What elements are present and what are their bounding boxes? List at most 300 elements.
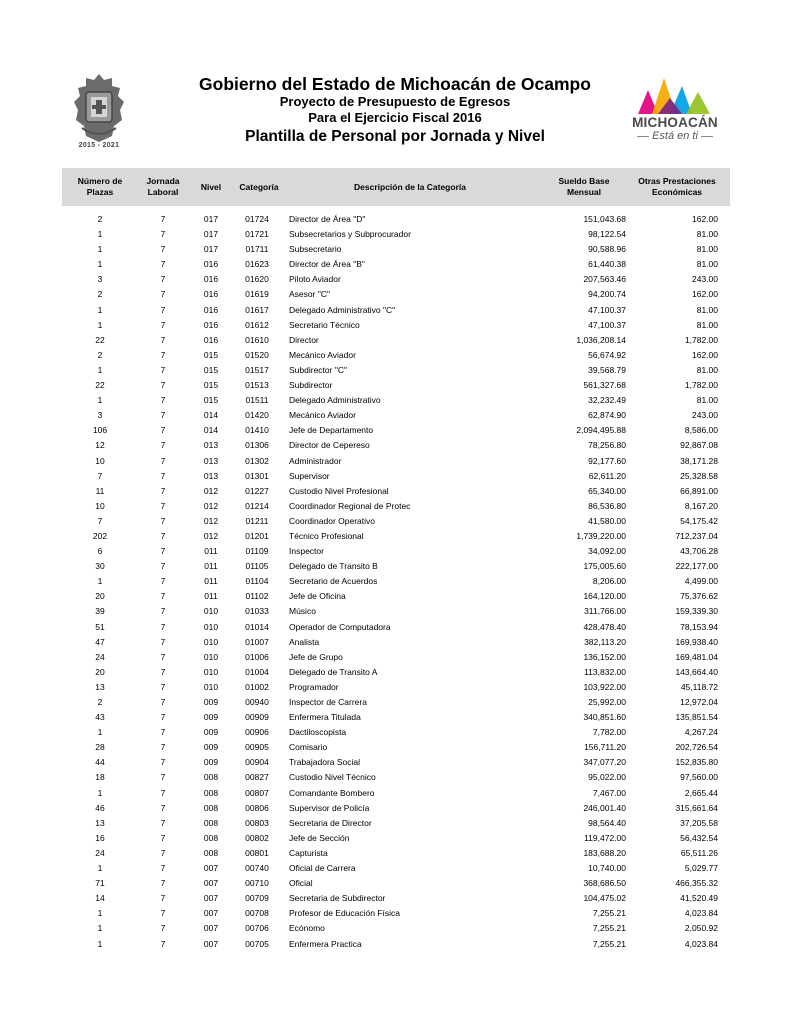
cell-otras: 162.00 [692,214,718,224]
header-nivel: Nivel [200,181,222,192]
table-row [0,318,791,333]
table-row [0,725,791,740]
cell-sueldo: 136,152.00 [583,651,626,662]
cell-jornada: 7 [160,561,166,572]
cell-jornada: 7 [160,349,166,360]
cell-jornada: 7 [160,742,166,753]
header-descripcion: Descripción de la Categoría [354,181,466,192]
cell-sueldo: 113,832.00 [584,666,626,677]
cell-categoria: 00803 [245,817,269,828]
cell-sueldo: 561,327.68 [583,380,626,391]
table-row [0,333,791,348]
table-row [0,408,791,423]
cell-descripcion: Subsecretarios y Subprocurador [289,229,411,240]
cell-descripcion: Oficial [289,878,313,889]
cell-categoria: 01724 [245,214,269,224]
cell-jornada: 7 [160,938,166,949]
cell-nivel: 008 [203,817,219,828]
cell-otras: 12,972.04 [680,697,718,707]
cell-otras: 81.00 [696,229,718,240]
cell-categoria: 00740 [245,863,269,874]
cell-plazas: 24 [95,847,105,858]
cell-descripcion: Custodio Nivel Profesional [289,485,389,496]
cell-descripcion: Delegado de Transito A [289,666,378,677]
cell-plazas: 1 [97,364,103,375]
table-row [0,574,791,589]
cell-plazas: 46 [95,802,105,813]
cell-categoria: 01619 [245,289,269,300]
cell-otras: 243.00 [692,410,718,421]
cell-categoria: 00802 [245,832,269,843]
table-row [0,740,791,755]
cell-jornada: 7 [160,697,166,707]
cell-descripcion: Jefe de Departamento [289,425,374,436]
cell-jornada: 7 [160,470,166,481]
table-row [0,242,791,257]
cell-sueldo: 65,340.00 [588,485,626,496]
cell-nivel: 008 [203,832,219,843]
cell-otras: 81.00 [696,304,718,315]
table-row [0,650,791,665]
cell-otras: 81.00 [696,244,718,255]
cell-nivel: 012 [203,500,219,511]
cell-nivel: 013 [203,440,219,451]
table-row [0,680,791,695]
table-row [0,212,791,227]
table-row [0,786,791,801]
cell-plazas: 6 [97,546,103,557]
cell-sueldo: 98,122.54 [588,229,626,240]
table-row [0,831,791,846]
cell-nivel: 008 [203,847,219,858]
cell-categoria: 01410 [245,425,269,436]
cell-plazas: 11 [95,485,105,496]
document-title-block [160,74,630,147]
table-row [0,529,791,544]
cell-otras: 75,376.62 [680,591,718,602]
cell-sueldo: 311,766.00 [584,606,626,617]
table-row [0,665,791,680]
cell-nivel: 010 [203,666,219,677]
cell-nivel: 011 [204,546,218,557]
cell-descripcion: Dactiloscopista [289,727,347,738]
cell-jornada: 7 [160,380,166,391]
cell-jornada: 7 [160,651,166,662]
cell-categoria: 00904 [245,757,269,768]
cell-descripcion: Ecónomo [289,923,325,934]
cell-descripcion: Coordinador Operativo [289,515,375,526]
cell-nivel: 015 [203,380,219,391]
cell-descripcion: Custodio Nivel Técnico [289,772,376,783]
table-row [0,287,791,302]
cell-categoria: 01721 [245,229,269,240]
cell-nivel: 007 [203,893,219,904]
cell-plazas: 30 [95,561,105,572]
cell-jornada: 7 [160,908,166,919]
table-row [0,710,791,725]
cell-descripcion: Enfermera Titulada [289,712,361,723]
table-row [0,635,791,650]
cell-jornada: 7 [160,530,166,541]
table-row [0,423,791,438]
cell-categoria: 00708 [245,908,269,919]
cell-categoria: 01420 [245,410,269,421]
cell-otras: 4,267.24 [684,727,718,738]
table-row [0,695,791,710]
cell-categoria: 01105 [245,561,269,572]
cell-jornada: 7 [160,334,166,345]
table-row [0,770,791,785]
cell-categoria: 00806 [245,802,269,813]
cell-descripcion: Coordinador Regional de Protec [289,500,411,511]
cell-sueldo: 207,563.46 [583,274,626,285]
cell-nivel: 015 [203,395,219,406]
cell-sueldo: 382,113.20 [584,636,626,647]
cell-jornada: 7 [160,591,166,602]
cell-descripcion: Director de Cepereso [289,440,370,451]
cell-categoria: 00909 [245,712,269,723]
cell-otras: 65,511.26 [680,847,718,858]
cell-sueldo: 347,077.20 [583,757,626,768]
cell-categoria: 00906 [245,727,269,738]
cell-categoria: 00940 [245,697,269,707]
cell-categoria: 01004 [245,666,269,677]
cell-descripcion: Director [289,334,319,345]
cell-categoria: 01211 [245,515,269,526]
cell-otras: 81.00 [696,395,718,406]
cell-jornada: 7 [160,666,166,677]
table-row [0,438,791,453]
cell-sueldo: 39,568.79 [588,364,626,375]
cell-sueldo: 25,992.00 [588,697,626,707]
header-otras: Otras Prestaciones Económicas [638,176,716,197]
cell-nivel: 009 [203,757,219,768]
cell-plazas: 24 [95,651,105,662]
cell-otras: 2,050.92 [684,923,718,934]
cell-sueldo: 32,232.49 [588,395,626,406]
cell-plazas: 1 [97,787,103,798]
cell-plazas: 22 [95,334,105,345]
cell-otras: 222,177.00 [675,561,718,572]
cell-otras: 4,023.84 [684,938,718,949]
cell-sueldo: 62,874.90 [588,410,626,421]
cell-categoria: 01306 [245,440,269,451]
table-body [0,212,791,952]
cell-sueldo: 7,467.00 [592,787,626,798]
cell-plazas: 47 [95,636,105,647]
cell-descripcion: Director de Área "D" [289,214,366,224]
cell-sueldo: 61,440.38 [588,259,626,270]
cell-otras: 143,664.40 [675,666,718,677]
cell-categoria: 01711 [245,244,269,255]
cell-otras: 45,118.72 [680,681,718,692]
cell-categoria: 01301 [245,470,269,481]
cell-jornada: 7 [160,410,166,421]
cell-otras: 2,665.44 [684,787,718,798]
cell-otras: 54,175.42 [680,515,718,526]
cell-sueldo: 368,686.50 [583,878,626,889]
cell-categoria: 01102 [245,591,269,602]
cell-otras: 162.00 [692,349,718,360]
cell-sueldo: 2,094,495.88 [576,425,626,436]
cell-plazas: 22 [95,380,105,391]
cell-otras: 1,782.00 [684,380,718,391]
cell-plazas: 1 [97,259,103,270]
cell-plazas: 71 [95,878,105,889]
cell-otras: 81.00 [696,259,718,270]
cell-nivel: 007 [203,938,219,949]
cell-nivel: 010 [203,681,219,692]
cell-plazas: 10 [95,500,105,511]
cell-jornada: 7 [160,787,166,798]
cell-categoria: 00827 [245,772,269,783]
cell-sueldo: 34,092.00 [588,546,626,557]
cell-nivel: 016 [203,319,219,330]
document-subtitle: Proyecto de Presupuesto de Egresos [279,94,511,109]
cell-plazas: 106 [92,425,108,436]
cell-categoria: 00801 [245,847,269,858]
cell-descripcion: Asesor "C" [289,289,330,300]
cell-plazas: 44 [95,757,105,768]
cell-nivel: 017 [203,214,219,224]
cell-jornada: 7 [160,304,166,315]
cell-otras: 92,867.08 [680,440,718,451]
cell-nivel: 007 [203,863,219,874]
table-row [0,544,791,559]
cell-otras: 162.00 [692,289,718,300]
cell-categoria: 00705 [245,938,269,949]
cell-sueldo: 156,711.20 [584,742,626,753]
cell-descripcion: Delegado de Transito B [289,561,378,572]
cell-descripcion: Mecánico Aviador [289,410,356,421]
cell-otras: 169,481.04 [675,651,718,662]
cell-sueldo: 1,739,220.00 [576,530,626,541]
table-row [0,801,791,816]
logo-wordmark: MICHOACÁN [632,115,718,130]
cell-nivel: 010 [203,651,219,662]
cell-plazas: 1 [97,229,103,240]
cell-plazas: 2 [97,697,103,707]
cell-descripcion: Subdirector "C" [289,364,348,375]
table-row [0,393,791,408]
cell-descripcion: Enfermera Practica [289,938,362,949]
cell-nivel: 009 [203,712,219,723]
cell-descripcion: Delegado Administrativo "C" [289,304,396,315]
cell-otras: 66,891.00 [680,485,718,496]
cell-sueldo: 95,022.00 [588,772,626,783]
cell-jornada: 7 [160,923,166,934]
table-row [0,937,791,952]
cell-plazas: 7 [97,515,103,526]
cell-otras: 315,661.64 [675,802,718,813]
cell-nivel: 010 [203,606,219,617]
cell-nivel: 013 [203,455,219,466]
cell-otras: 169,938.40 [675,636,718,647]
cell-descripcion: Programador [289,681,339,692]
cell-plazas: 1 [97,727,103,738]
cell-descripcion: Trabajadora Social [289,757,361,768]
table-row [0,816,791,831]
cell-jornada: 7 [160,606,166,617]
cell-sueldo: 183,688.20 [583,847,626,858]
cell-jornada: 7 [160,772,166,783]
cell-sueldo: 7,255.21 [592,908,626,919]
cell-categoria: 01623 [245,259,269,270]
cell-plazas: 1 [97,863,103,874]
cell-jornada: 7 [160,395,166,406]
cell-categoria: 01302 [245,455,269,466]
table-row [0,257,791,272]
cell-plazas: 1 [97,576,103,587]
cell-plazas: 1 [97,938,103,949]
cell-plazas: 13 [95,817,105,828]
cell-sueldo: 90,588.96 [588,244,626,255]
seal-years: 2015 - 2021 [78,142,120,149]
cell-plazas: 18 [95,772,105,783]
cell-descripcion: Inspector [289,546,324,557]
table-row [0,620,791,635]
document-title: Gobierno del Estado de Michoacán de Ocampo [199,74,591,94]
cell-categoria: 01214 [245,500,269,511]
table-row [0,891,791,906]
cell-otras: 466,355.32 [675,878,718,889]
cell-sueldo: 151,043.68 [583,214,626,224]
cell-jornada: 7 [160,546,166,557]
cell-nivel: 015 [203,364,219,375]
cell-descripcion: Secretaria de Subdirector [289,893,386,904]
cell-sueldo: 78,256.80 [588,440,626,451]
cell-descripcion: Operador de Computadora [289,621,391,632]
table-row [0,604,791,619]
cell-descripcion: Jefe de Sección [289,832,350,843]
cell-sueldo: 246,001.40 [583,802,626,813]
cell-nivel: 008 [203,802,219,813]
table-row [0,559,791,574]
cell-sueldo: 175,005.60 [583,561,626,572]
cell-otras: 43,706.28 [680,546,718,557]
cell-categoria: 01109 [245,546,269,557]
cell-jornada: 7 [160,274,166,285]
cell-sueldo: 92,177.60 [588,455,626,466]
cell-descripcion: Secretario Técnico [289,319,360,330]
cell-plazas: 14 [95,893,105,904]
cell-jornada: 7 [160,576,166,587]
cell-jornada: 7 [160,214,166,224]
cell-categoria: 01002 [245,681,269,692]
cell-sueldo: 62,611.20 [588,470,626,481]
cell-jornada: 7 [160,757,166,768]
cell-sueldo: 10,740.00 [588,863,626,874]
document-section-title: Plantilla de Personal por Jornada y Nivel [245,128,545,145]
cell-descripcion: Músico [289,606,316,617]
cell-nivel: 013 [203,470,219,481]
cell-descripcion: Director de Área "B" [289,259,365,270]
cell-nivel: 007 [203,908,219,919]
cell-nivel: 012 [203,485,219,496]
cell-nivel: 014 [203,425,219,436]
cell-descripcion: Jefe de Oficina [289,591,346,602]
cell-categoria: 01033 [245,606,269,617]
cell-sueldo: 47,100.37 [588,319,626,330]
cell-plazas: 2 [97,214,103,224]
cell-nivel: 010 [203,621,219,632]
cell-otras: 1,782.00 [684,334,718,345]
cell-sueldo: 7,255.21 [592,923,626,934]
cell-jornada: 7 [160,500,166,511]
cell-otras: 78,153.94 [680,621,718,632]
cell-nivel: 011 [204,591,218,602]
cell-sueldo: 94,200.74 [588,289,626,300]
cell-otras: 81.00 [696,319,718,330]
document-fiscal-year: Para el Ejercicio Fiscal 2016 [308,110,482,125]
cell-otras: 5,029.77 [684,863,718,874]
table-row [0,921,791,936]
cell-categoria: 01104 [245,576,269,587]
table-row [0,906,791,921]
table-row [0,378,791,393]
cell-nivel: 007 [203,878,219,889]
cell-sueldo: 47,100.37 [588,304,626,315]
cell-jornada: 7 [160,863,166,874]
cell-nivel: 015 [203,349,219,360]
cell-otras: 38,171.28 [680,455,718,466]
cell-otras: 97,560.00 [680,772,718,783]
cell-jornada: 7 [160,878,166,889]
cell-sueldo: 86,536.80 [588,500,626,511]
cell-nivel: 008 [203,787,219,798]
cell-plazas: 1 [97,319,103,330]
cell-plazas: 1 [97,244,103,255]
cell-plazas: 10 [95,455,105,466]
cell-sueldo: 8,206.00 [592,576,626,587]
cell-jornada: 7 [160,681,166,692]
header-categoria: Categoría [239,181,279,192]
cell-nivel: 016 [203,274,219,285]
cell-jornada: 7 [160,847,166,858]
cell-jornada: 7 [160,229,166,240]
cell-descripcion: Secretaria de Director [289,817,372,828]
cell-descripcion: Técnico Profesional [289,530,364,541]
table-row [0,499,791,514]
cell-categoria: 01201 [245,530,269,541]
cell-descripcion: Profesor de Educación Física [289,908,401,919]
cell-plazas: 2 [97,349,103,360]
table-row [0,303,791,318]
cell-categoria: 00905 [245,742,269,753]
cell-nivel: 012 [203,515,219,526]
cell-categoria: 01007 [245,636,269,647]
cell-otras: 152,835.80 [675,757,718,768]
cell-categoria: 01612 [245,319,269,330]
cell-otras: 8,586.00 [684,425,718,436]
cell-categoria: 00706 [245,923,269,934]
cell-jornada: 7 [160,802,166,813]
cell-descripcion: Oficial de Carrera [289,863,356,874]
header-plazas: Número de Plazas [77,176,123,197]
cell-categoria: 00807 [245,787,269,798]
cell-otras: 4,023.84 [684,908,718,919]
cell-otras: 56,432.54 [680,832,718,843]
cell-jornada: 7 [160,455,166,466]
cell-descripcion: Supervisor [289,470,330,481]
cell-plazas: 7 [97,470,103,481]
cell-otras: 159,339.30 [675,606,718,617]
table-row [0,454,791,469]
cell-nivel: 016 [203,259,219,270]
cell-plazas: 3 [97,410,103,421]
cell-plazas: 20 [95,666,105,677]
cell-nivel: 017 [203,229,219,240]
